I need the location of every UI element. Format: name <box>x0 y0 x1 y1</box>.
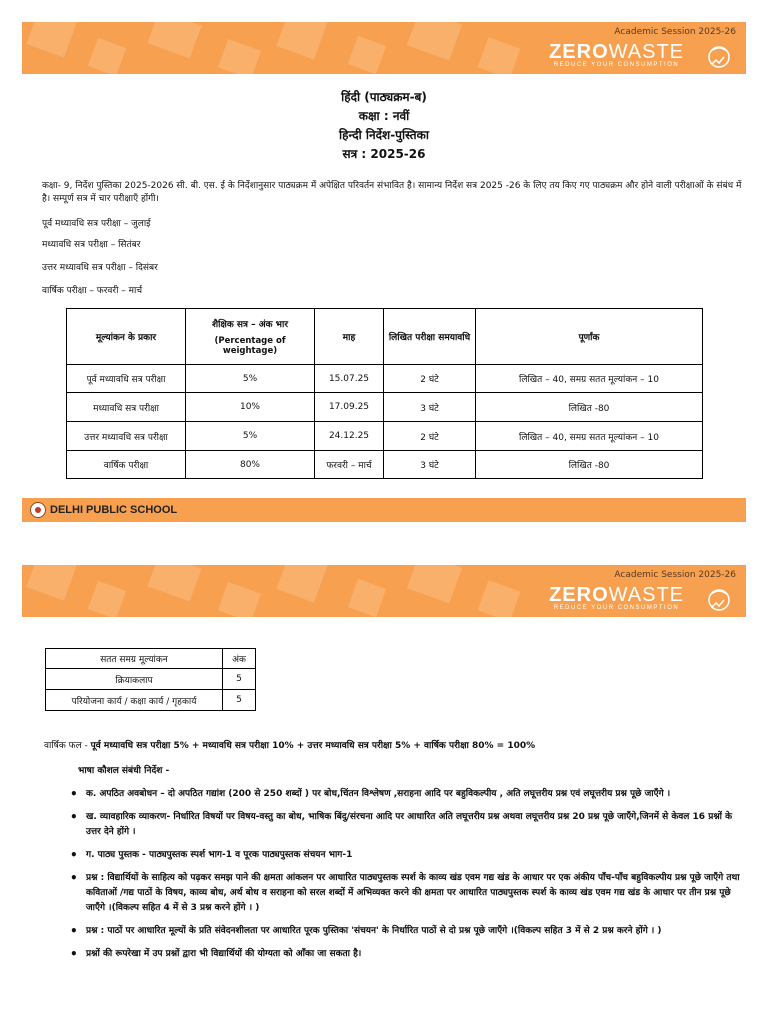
table-cell: लिखित – 40, समग्र सतत मूल्यांकन – 10 <box>476 422 703 451</box>
table-cell: लिखित – 40, समग्र सतत मूल्यांकन – 10 <box>476 365 703 393</box>
table-cell: 2 घंटे <box>384 365 476 393</box>
table-row <box>46 669 256 690</box>
school-name <box>30 502 177 518</box>
table-header-weight-en: (Percentage of weightage) <box>214 336 286 356</box>
title-session: सत्र : 2025-26 <box>342 147 426 161</box>
annual-result-line <box>44 740 744 753</box>
list-item: • प्रश्नों की रूपरेखा में उप प्रश्नों द्वारा भी विद्यार्थियों की योग्यता को आँका जा सकता है। <box>70 947 740 962</box>
annual-result-label: वार्षिक फल - <box>44 741 91 751</box>
table-cell: लिखित -80 <box>476 451 703 479</box>
table-cell: 2 घंटे <box>384 422 476 451</box>
list-item: • प्रश्न : विद्यार्थियों के साहित्य को पढ़कर समझ पाने की क्षमता आंकलन पर आधारित पाठ्यपुस्तक स्पर्श के काव्य खंड एवम गद्य खंड के आधार पर एक अंकीय पाँच-पाँच बहुविकल्पीय प्रश्न पूछे जाएँगे तथा कविताओं /गद्य पाठों के विषय, काव्य बोध, अर्थ बोध व सराहना को सरल शब्दों में अभिव्यक्त करने की क्षमता पर आधारित पाठ्यपुस्तक स्पर्श के काव्य खंड एवम गद्य खंड के आधार पर तीन प्रश्न पूछे जाएँगे ।(विकल्प सहित 4 में से 3 प्रश्न करने होंगे । ) <box>70 871 740 916</box>
table-cell: 5 <box>223 690 256 711</box>
academic-session-label: Academic Session 2025-26 <box>614 27 736 37</box>
assessment-table <box>66 308 703 479</box>
table-cell: मध्यावधि सत्र परीक्षा <box>67 393 186 422</box>
continuous-assessment-table <box>45 648 256 711</box>
table-cell: 3 घंटे <box>384 393 476 422</box>
recycle-hands-icon <box>702 585 736 615</box>
table-header: मूल्यांकन के प्रकार <box>67 309 186 365</box>
instruction-list <box>70 787 740 970</box>
exam-list-item: उत्तर मध्यावधि सत्र परीक्षा – दिसंबर <box>42 263 158 273</box>
annual-result-formula: पूर्व मध्यावधि सत्र परीक्षा 5% + मध्यावधि सत्र परीक्षा 10% + उत्तर मध्यावधि सत्र परीक्षा 5% + वार्षिक परीक्षा 80% = 100% <box>90 741 536 751</box>
list-item: • ख. व्यावहारिक व्याकरण- निर्धारित विषयों पर विषय-वस्तु का बोध, भाषिक बिंदु/संरचना आदि पर आधारित अति लघूत्तरीय प्रश्न अथवा लघूत्तरीय प्रश्न 20 प्रश्न पूछे जाएँगे,जिनमें से केवल 16 प्रश्नों के उत्तर देने होंगे । <box>70 810 740 840</box>
intro-paragraph: कक्षा- 9, निर्देश पुस्तिका 2025-2026 सी. बी. एस. ई के निर्देशानुसार पाठ्यक्रम में अपेक्षित परिवर्तन संभावित है। सामान्य निर्देश सत्र 2025 -26 के लिए तय किए गए पाठ्यक्रम और होने वाली परीक्षाओं के संबंध में है। सम्पूर्ण सत्र में चार परीक्षाएँ होंगी। <box>42 181 742 204</box>
table-row <box>67 365 703 393</box>
recycle-hands-icon <box>702 42 736 72</box>
table-cell: 17.09.25 <box>315 393 384 422</box>
zero-waste-logo <box>549 42 684 68</box>
header-banner <box>22 22 746 74</box>
table-cell: 3 घंटे <box>384 451 476 479</box>
academic-session-label: Academic Session 2025-26 <box>614 570 736 580</box>
table-cell: 24.12.25 <box>315 422 384 451</box>
logo-tagline: REDUCE YOUR CONSUMPTION <box>553 62 680 68</box>
footer-banner <box>22 498 746 522</box>
logo-word-zero: ZERO <box>549 584 609 606</box>
table-cell: 5 <box>223 669 256 690</box>
table-row <box>67 422 703 451</box>
school-name-text: DELHI PUBLIC SCHOOL <box>50 504 178 516</box>
table-row <box>46 690 256 711</box>
table-header: अंक <box>223 649 256 669</box>
zero-waste-logo <box>549 585 684 611</box>
school-emblem-icon <box>30 502 46 518</box>
table-cell: परियोजना कार्य / कक्षा कार्य / गृहकार्य <box>46 690 223 711</box>
table-cell: 5% <box>186 422 315 451</box>
table-row <box>67 393 703 422</box>
exam-list-item: पूर्व मध्यावधि सत्र परीक्षा – जुलाई <box>42 219 151 229</box>
logo-word-zero: ZERO <box>549 41 609 63</box>
table-cell: पूर्व मध्यावधि सत्र परीक्षा <box>67 365 186 393</box>
table-cell: 80% <box>186 451 315 479</box>
table-cell: वार्षिक परीक्षा <box>67 451 186 479</box>
table-cell: 10% <box>186 393 315 422</box>
document-page-2 <box>22 565 746 1024</box>
logo-word-waste: WASTE <box>608 584 684 606</box>
list-item: • प्रश्न : पाठों पर आधारित मूल्यों के प्रति संवेदनशीलता पर आधारित पूरक पुस्तिका 'संचयन' के निर्धारित पाठों से दो प्रश्न पूछे जाएँगे ।(विकल्प सहित 3 में से 2 प्रश्न करने होंगे । ) <box>70 924 740 939</box>
title-class: कक्षा : नवीं <box>358 109 410 123</box>
table-cell: लिखित -80 <box>476 393 703 422</box>
logo-tagline: REDUCE YOUR CONSUMPTION <box>553 605 680 611</box>
skills-heading: भाषा कौशल संबंधी निर्देश - <box>78 766 170 776</box>
table-header: माह <box>315 309 384 365</box>
table-header-weight: शैक्षिक सत्र – अंक भार <box>211 320 289 330</box>
logo-word-waste: WASTE <box>608 41 684 63</box>
table-cell: फरवरी – मार्च <box>315 451 384 479</box>
list-item: • क. अपठित अवबोधन – दो अपठित गद्यांश (200 से 250 शब्दों ) पर बोध,चिंतन विश्लेषण ,सराहना आदि पर बहुविकल्पीय , अति लघूत्तरीय प्रश्न एवं लघूत्तरीय प्रश्न पूछे जाएँगे । <box>70 787 740 802</box>
list-item: • ग. पाठ्य पुस्तक - पाठ्यपुस्तक स्पर्श भाग-1 व पूरक पाठ्यपुस्तक संचयन भाग-1 <box>70 848 740 863</box>
table-cell: क्रियाकलाप <box>46 669 223 690</box>
document-titles <box>22 88 746 164</box>
header-banner <box>22 565 746 617</box>
document-page-1 <box>22 22 746 522</box>
table-header: पूर्णांक <box>476 309 703 365</box>
table-header <box>186 309 315 365</box>
table-row <box>67 451 703 479</box>
title-booklet: हिन्दी निर्देश-पुस्तिका <box>339 128 429 142</box>
title-subject: हिंदी (पाठ्यक्रम-ब) <box>341 90 427 104</box>
table-cell: 15.07.25 <box>315 365 384 393</box>
table-cell: 5% <box>186 365 315 393</box>
table-cell: उत्तर मध्यावधि सत्र परीक्षा <box>67 422 186 451</box>
exam-list-item: मध्यावधि सत्र परीक्षा – सितंबर <box>42 240 141 250</box>
table-header: लिखित परीक्षा समयावधि <box>384 309 476 365</box>
exam-list-item: वार्षिक परीक्षा – फरवरी – मार्च <box>42 286 143 296</box>
table-header: सतत समग्र मूल्यांकन <box>46 649 223 669</box>
